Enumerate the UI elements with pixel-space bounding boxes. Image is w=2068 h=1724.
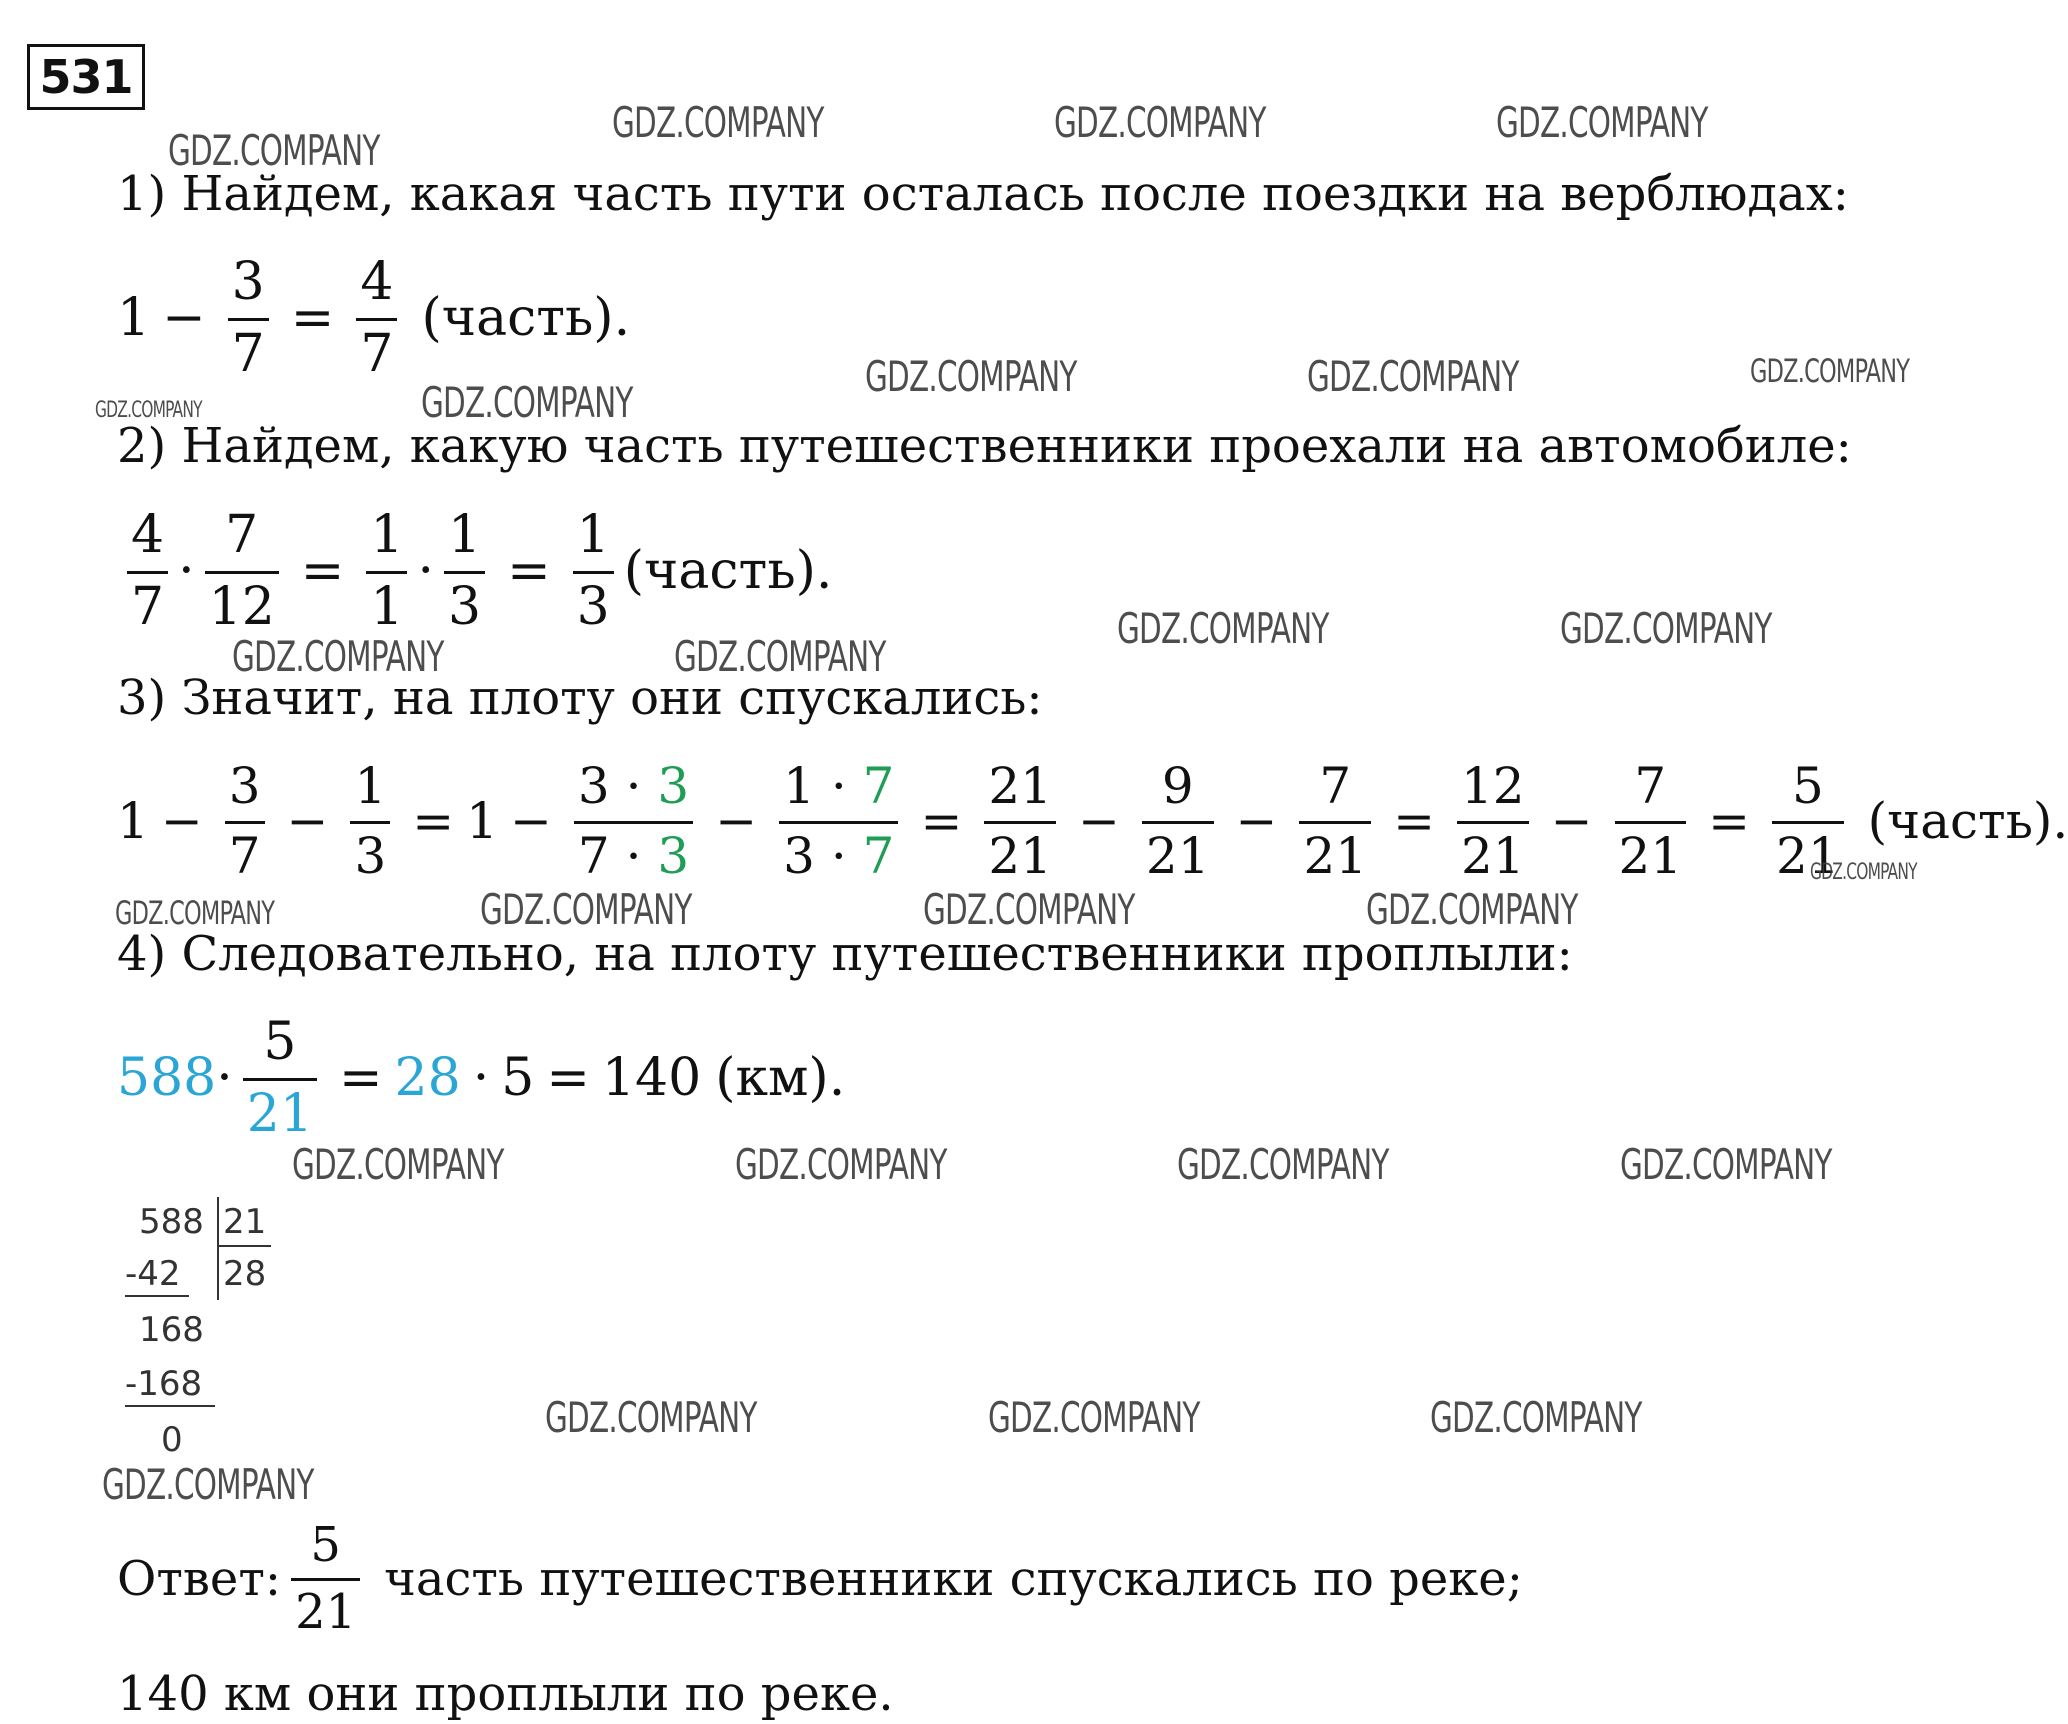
watermark: GDZ.COMPANY: [674, 632, 886, 681]
subtrahend: -168: [125, 1364, 203, 1404]
operator: =: [290, 288, 335, 349]
fraction: $\frac{1}{3}$: [350, 760, 390, 882]
operator: =: [300, 541, 345, 602]
operator: −: [715, 792, 758, 850]
operator: ·: [216, 1048, 233, 1109]
fraction: $\frac{4}{7}$: [127, 508, 168, 634]
watermark: GDZ.COMPANY: [1366, 885, 1578, 934]
step4-text: 4) Следовательно, на плоту путешественники проплыли:: [117, 926, 1573, 982]
fraction: $\frac{3 \cdot 3}{7 \cdot 3}$: [574, 760, 693, 882]
number: 1: [117, 792, 149, 850]
unit-label: (часть).: [623, 541, 833, 602]
unit-label: (часть).: [1867, 792, 2068, 850]
watermark: GDZ.COMPANY: [1430, 1393, 1642, 1442]
unit-label: (часть).: [421, 288, 631, 349]
step2-text: 2) Найдем, какую часть путешественники проехали на автомобиле:: [117, 418, 1852, 474]
number: 588: [117, 1048, 217, 1109]
operator: ·: [472, 1048, 490, 1109]
watermark: GDZ.COMPANY: [1177, 1140, 1389, 1189]
watermark: GDZ.COMPANY: [988, 1393, 1200, 1442]
operator: ·: [417, 541, 434, 602]
number: 1: [466, 792, 498, 850]
operator: =: [546, 1048, 590, 1109]
watermark: GDZ.COMPANY: [1810, 860, 1917, 885]
fraction: $\frac{1 \cdot 7}{3 \cdot 7}$: [779, 760, 898, 882]
fraction: $\frac{3}{7}$: [228, 255, 269, 381]
watermark: GDZ.COMPANY: [480, 885, 692, 934]
watermark: GDZ.COMPANY: [421, 378, 633, 427]
step4-expression: [117, 1012, 846, 1144]
operator: =: [412, 792, 455, 850]
operator: −: [160, 792, 203, 850]
fraction: $\frac{12}{21}$: [1457, 760, 1529, 882]
watermark: GDZ.COMPANY: [102, 1460, 314, 1509]
dividend: 588: [139, 1202, 204, 1242]
step1-expression: [117, 252, 631, 384]
fraction: $\frac{7}{21}$: [1615, 760, 1687, 882]
divisor: 21: [223, 1202, 267, 1242]
answer-line-1: [117, 1517, 1523, 1641]
unit-label: (км).: [715, 1048, 846, 1109]
remainder: 168: [139, 1310, 204, 1350]
watermark: GDZ.COMPANY: [115, 894, 275, 932]
step3-expression: [117, 757, 2068, 885]
watermark: GDZ.COMPANY: [232, 632, 444, 681]
number: 1: [117, 288, 151, 349]
remainder: 0: [161, 1420, 183, 1460]
answer-label: Ответ:: [117, 1550, 282, 1607]
step1-text: 1) Найдем, какая часть пути осталась после поездки на верблюдах:: [117, 166, 1849, 222]
fraction: $\frac{9}{21}$: [1142, 760, 1214, 882]
operator: =: [1393, 792, 1435, 850]
operator: =: [507, 541, 551, 602]
watermark: GDZ.COMPANY: [1750, 352, 1910, 390]
watermark: GDZ.COMPANY: [545, 1393, 757, 1442]
fraction: $\frac{21}{21}$: [984, 760, 1056, 882]
fraction: $\frac{5}{21}$: [243, 1015, 317, 1141]
fraction: $\frac{7}{12}$: [205, 508, 279, 634]
answer-text: часть путешественники спускались по реке;: [384, 1550, 1523, 1607]
operator: =: [1708, 792, 1751, 850]
answer-line-2: 140 км они проплыли по реке.: [117, 1666, 894, 1722]
watermark: GDZ.COMPANY: [865, 352, 1077, 401]
fraction: $\frac{5}{21}$: [1772, 760, 1844, 882]
step2-expression: [117, 505, 833, 637]
fraction: $\frac{1}{1}$: [366, 508, 407, 634]
operator: −: [286, 792, 329, 850]
operator: =: [920, 792, 963, 850]
fraction: $\frac{5}{21}$: [291, 1520, 360, 1638]
subtrahend: -42: [125, 1254, 181, 1294]
watermark: GDZ.COMPANY: [95, 398, 202, 423]
operator: −: [1235, 792, 1278, 850]
operator: −: [1078, 792, 1120, 850]
operator: ·: [178, 541, 195, 602]
watermark: GDZ.COMPANY: [612, 98, 824, 147]
watermark: GDZ.COMPANY: [1054, 98, 1266, 147]
watermark: GDZ.COMPANY: [735, 1140, 947, 1189]
quotient: 28: [223, 1254, 267, 1294]
number: 28: [394, 1048, 461, 1109]
step3-text: 3) Значит, на плоту они спускались:: [117, 670, 1043, 726]
operator: =: [338, 1048, 383, 1109]
fraction: $\frac{1}{3}$: [573, 508, 614, 634]
watermark: GDZ.COMPANY: [168, 126, 380, 175]
fraction: $\frac{4}{7}$: [356, 255, 397, 381]
watermark: GDZ.COMPANY: [923, 885, 1135, 934]
fraction: $\frac{7}{21}$: [1299, 760, 1371, 882]
fraction: $\frac{1}{3}$: [444, 508, 485, 634]
fraction: $\frac{3}{7}$: [225, 760, 265, 882]
watermark: GDZ.COMPANY: [1496, 98, 1708, 147]
operator: −: [162, 288, 206, 349]
watermark: GDZ.COMPANY: [1620, 1140, 1832, 1189]
operator: −: [509, 792, 552, 850]
watermark: GDZ.COMPANY: [1117, 604, 1329, 653]
operator: −: [1550, 792, 1593, 850]
watermark: GDZ.COMPANY: [1307, 352, 1519, 401]
watermark: GDZ.COMPANY: [1560, 604, 1772, 653]
task-number: 531: [27, 44, 145, 110]
result: 140: [601, 1048, 702, 1109]
number: 5: [501, 1048, 535, 1109]
watermark: GDZ.COMPANY: [292, 1140, 504, 1189]
